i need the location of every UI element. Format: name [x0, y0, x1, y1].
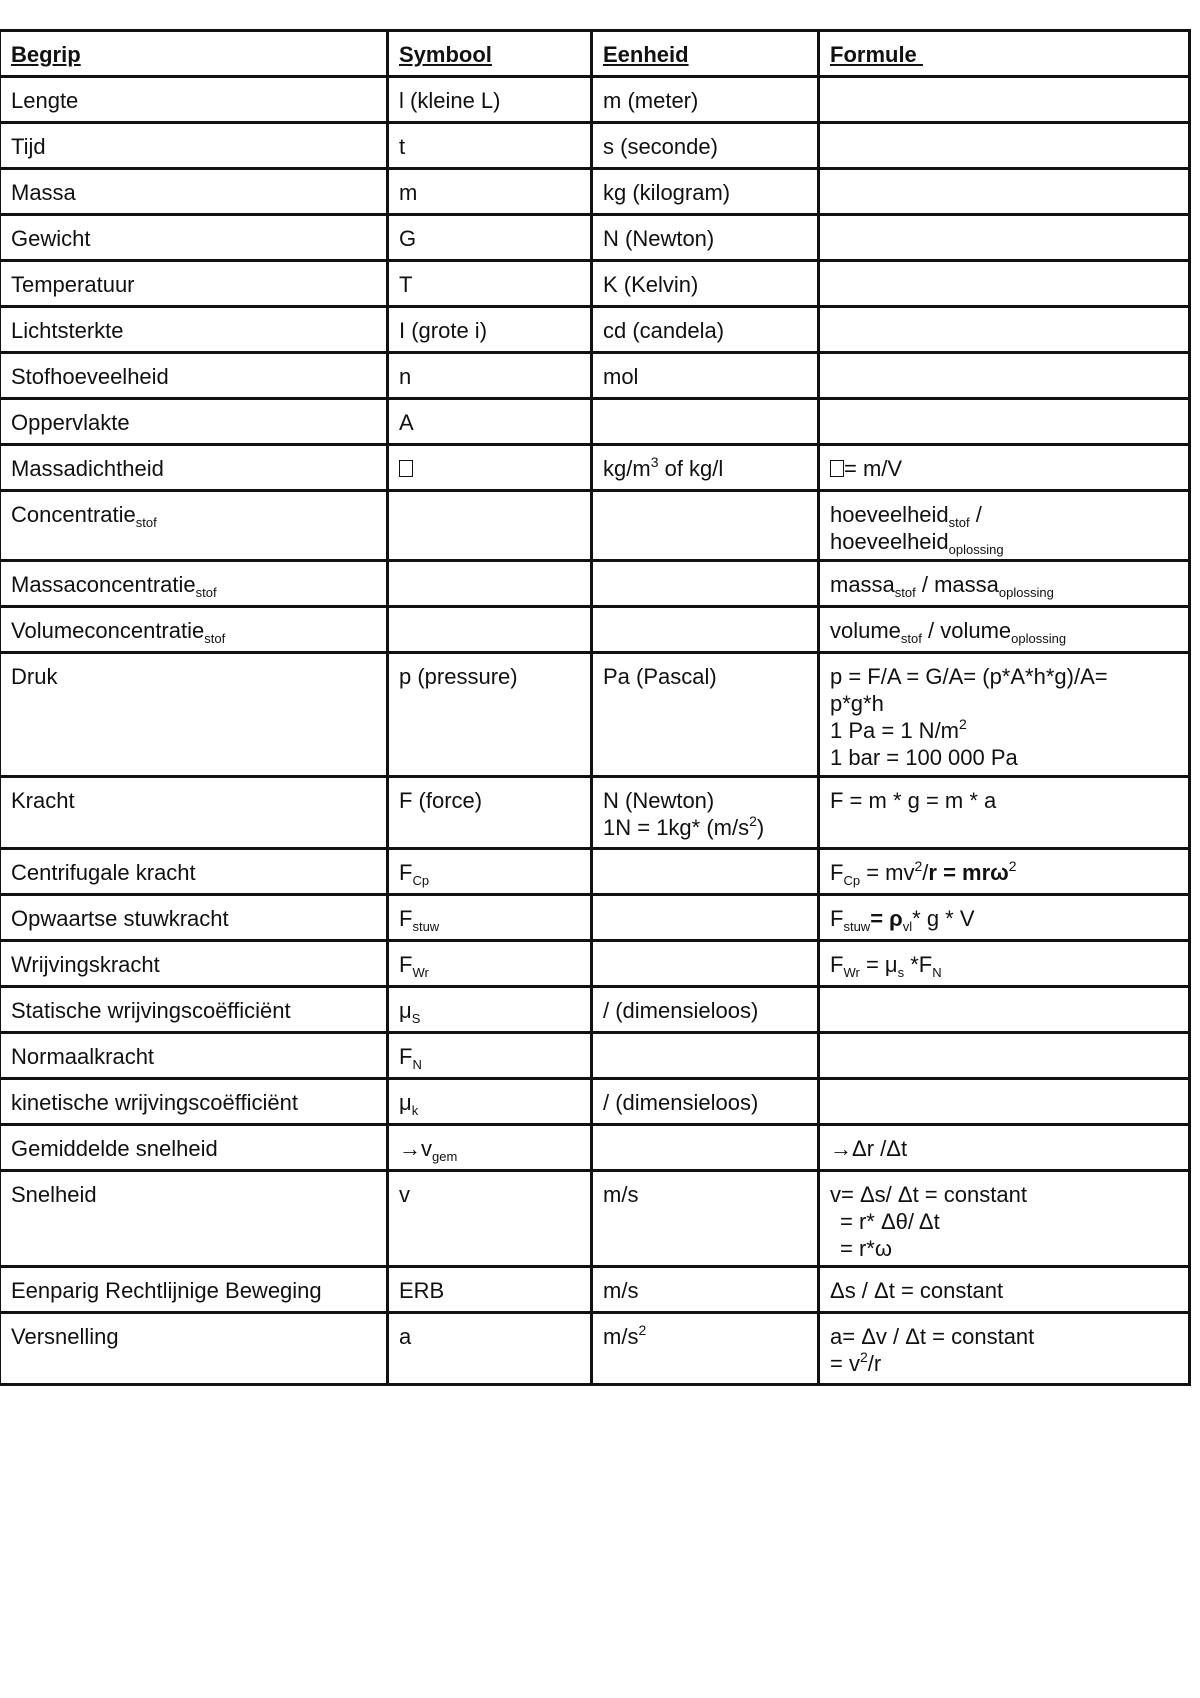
- cell-begrip: Stofhoeveelheid: [0, 353, 388, 399]
- cell-symbool: $F_{Wr}$: [388, 941, 592, 987]
- header-begrip: Begrip: [0, 31, 388, 77]
- table-row: [0, 849, 1190, 895]
- table-row: [0, 653, 1190, 777]
- cell-begrip: Lengte: [0, 77, 388, 123]
- table-row: [0, 1125, 1190, 1171]
- cell-begrip: Wrijvingskracht: [0, 941, 388, 987]
- header-eenheid: Eenheid: [592, 31, 819, 77]
- cell-formule: $F_{stuw}= \rho_{vl}*$ g * V: [819, 895, 1190, 941]
- cell-eenheid: [592, 399, 819, 445]
- cell-symbool: $F_N$: [388, 1033, 592, 1079]
- cell-eenheid: [592, 941, 819, 987]
- table-row: [0, 1267, 1190, 1313]
- table-row: [0, 261, 1190, 307]
- header-symbool: Symbool: [388, 31, 592, 77]
- table-row: [0, 895, 1190, 941]
- cell-begrip: Massa: [0, 169, 388, 215]
- cell-symbool: [388, 607, 592, 653]
- cell-begrip: kinetische wrijvingscoëfficiënt: [0, 1079, 388, 1125]
- cell-symbool: $\mu_S$: [388, 987, 592, 1033]
- cell-symbool: a: [388, 1313, 592, 1385]
- table-row: [0, 169, 1190, 215]
- cell-eenheid: / (dimensieloos): [592, 1079, 819, 1125]
- cell-eenheid: $m/s^2$: [592, 1313, 819, 1385]
- cell-symbool: [388, 561, 592, 607]
- missing-glyph-icon: [830, 460, 844, 477]
- cell-begrip: Druk: [0, 653, 388, 777]
- cell-formule: volume$_{stof}$ / volume$_{oplossing}$: [819, 607, 1190, 653]
- cell-symbool: F (force): [388, 777, 592, 849]
- cell-formule: [819, 987, 1190, 1033]
- physics-quantities-table: [0, 29, 1191, 1386]
- cell-symbool: T: [388, 261, 592, 307]
- cell-symbool: [388, 445, 592, 491]
- cell-formule: = m/V: [819, 445, 1190, 491]
- cell-formule: a= Δv / Δt = constant = $v^2/r$: [819, 1313, 1190, 1385]
- cell-symbool: I (grote i): [388, 307, 592, 353]
- cell-begrip: Eenparig Rechtlijnige Beweging: [0, 1267, 388, 1313]
- cell-symbool: n: [388, 353, 592, 399]
- cell-begrip: Gewicht: [0, 215, 388, 261]
- cell-begrip: Snelheid: [0, 1171, 388, 1267]
- cell-formule: hoeveelheid$_{stof}$ / hoeveelheid$_{oplossing}$: [819, 491, 1190, 561]
- cell-formule: F = m * g = m * a: [819, 777, 1190, 849]
- table-row: [0, 941, 1190, 987]
- cell-eenheid: [592, 1033, 819, 1079]
- cell-symbool: ERB: [388, 1267, 592, 1313]
- missing-glyph-icon: [399, 460, 413, 477]
- cell-begrip: Massadichtheid: [0, 445, 388, 491]
- cell-begrip: Concentratie$_{stof}$: [0, 491, 388, 561]
- cell-symbool: v: [388, 1171, 592, 1267]
- table-row: [0, 399, 1190, 445]
- cell-eenheid: [592, 849, 819, 895]
- cell-begrip: Lichtsterkte: [0, 307, 388, 353]
- cell-eenheid: [592, 607, 819, 653]
- cell-symbool: G: [388, 215, 592, 261]
- cell-begrip: Versnelling: [0, 1313, 388, 1385]
- cell-begrip: Tijd: [0, 123, 388, 169]
- table-row: [0, 607, 1190, 653]
- table-row: [0, 215, 1190, 261]
- cell-begrip: Centrifugale kracht: [0, 849, 388, 895]
- cell-formule: [819, 77, 1190, 123]
- cell-formule: [819, 215, 1190, 261]
- cell-begrip: Normaalkracht: [0, 1033, 388, 1079]
- cell-eenheid: [592, 491, 819, 561]
- cell-eenheid: [592, 1125, 819, 1171]
- cell-symbool: p (pressure): [388, 653, 592, 777]
- table-row: [0, 1171, 1190, 1267]
- cell-formule: $F_{Wr} = \mu_s$ $*F_N$: [819, 941, 1190, 987]
- cell-formule: [819, 123, 1190, 169]
- cell-begrip: Oppervlakte: [0, 399, 388, 445]
- cell-formule: [819, 1079, 1190, 1125]
- cell-begrip: Gemiddelde snelheid: [0, 1125, 388, 1171]
- cell-symbool: t: [388, 123, 592, 169]
- cell-symbool: $\mu_k$: [388, 1079, 592, 1125]
- cell-eenheid: mol: [592, 353, 819, 399]
- table-row: [0, 561, 1190, 607]
- cell-formule: p = F/A = G/A= (p*A*h*g)/A= p*g*h 1 Pa = 1 $N/m^2$ 1 bar = 100 000 Pa: [819, 653, 1190, 777]
- cell-eenheid: s (seconde): [592, 123, 819, 169]
- table-row: [0, 1033, 1190, 1079]
- header-formule: Formule: [819, 31, 1190, 77]
- cell-begrip: Kracht: [0, 777, 388, 849]
- cell-begrip: Temperatuur: [0, 261, 388, 307]
- cell-eenheid: m/s: [592, 1267, 819, 1313]
- table-row: [0, 77, 1190, 123]
- cell-eenheid: Pa (Pascal): [592, 653, 819, 777]
- cell-formule: $F_{Cp} = mv^2/r = mr\omega^2$: [819, 849, 1190, 895]
- cell-symbool: l (kleine L): [388, 77, 592, 123]
- table-row: [0, 307, 1190, 353]
- cell-formule: [819, 353, 1190, 399]
- cell-symbool: $\to v_{gem}$: [388, 1125, 592, 1171]
- cell-eenheid: cd (candela): [592, 307, 819, 353]
- cell-symbool: $F_{Cp}$: [388, 849, 592, 895]
- table-row: [0, 777, 1190, 849]
- cell-formule: [819, 261, 1190, 307]
- cell-eenheid: [592, 895, 819, 941]
- header-row: [0, 31, 1190, 77]
- cell-formule: v= Δs/ Δt = constant = r* Δθ/ Δt = r*ω: [819, 1171, 1190, 1267]
- cell-eenheid: $kg/m^3$ of kg/l: [592, 445, 819, 491]
- cell-eenheid: N (Newton): [592, 215, 819, 261]
- table-row: [0, 987, 1190, 1033]
- table-row: [0, 353, 1190, 399]
- cell-formule: Δs / Δt = constant: [819, 1267, 1190, 1313]
- cell-symbool: m: [388, 169, 592, 215]
- table-row: [0, 1313, 1190, 1385]
- cell-symbool: $F_{stuw}$: [388, 895, 592, 941]
- table-row: [0, 1079, 1190, 1125]
- cell-eenheid: m/s: [592, 1171, 819, 1267]
- cell-eenheid: / (dimensieloos): [592, 987, 819, 1033]
- cell-begrip: Statische wrijvingscoëfficiënt: [0, 987, 388, 1033]
- cell-symbool: A: [388, 399, 592, 445]
- cell-eenheid: m (meter): [592, 77, 819, 123]
- table-row: [0, 123, 1190, 169]
- cell-eenheid: kg (kilogram): [592, 169, 819, 215]
- cell-formule: [819, 169, 1190, 215]
- cell-formule: →Δr /Δt: [819, 1125, 1190, 1171]
- cell-formule: [819, 1033, 1190, 1079]
- cell-formule: [819, 307, 1190, 353]
- table-row: [0, 445, 1190, 491]
- cell-begrip: Opwaartse stuwkracht: [0, 895, 388, 941]
- cell-formule: [819, 399, 1190, 445]
- cell-symbool: [388, 491, 592, 561]
- cell-begrip: Massaconcentratie$_{stof}$: [0, 561, 388, 607]
- cell-formule: massa$_{stof}$ / massa$_{oplossing}$: [819, 561, 1190, 607]
- cell-eenheid: N (Newton) 1N = 1kg* $(m/s^2)$: [592, 777, 819, 849]
- cell-begrip: Volumeconcentratie$_{stof}$: [0, 607, 388, 653]
- table-row: [0, 491, 1190, 561]
- cell-eenheid: [592, 561, 819, 607]
- cell-eenheid: K (Kelvin): [592, 261, 819, 307]
